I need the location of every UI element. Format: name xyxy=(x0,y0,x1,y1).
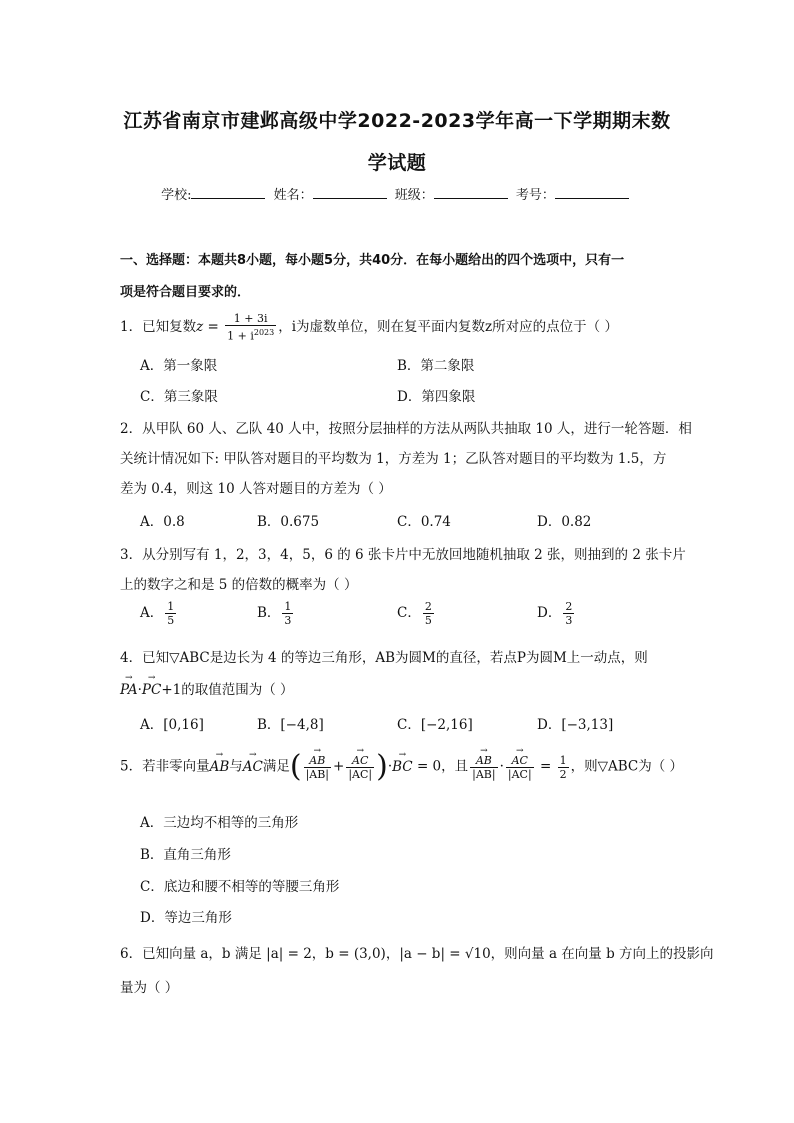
q3-a-num: 1 xyxy=(167,600,175,613)
exam-title-line2: 学试题 xyxy=(367,152,427,174)
q4-vec-pa: → PA xyxy=(120,682,138,698)
q3-a-den: 5 xyxy=(167,614,175,627)
q4-dot: · xyxy=(137,682,142,698)
q3-c-fraction xyxy=(423,600,434,627)
q4-option-b[interactable]: B．[−4,8] xyxy=(257,717,324,733)
q2-line2: 关统计情况如下: 甲队答对题目的平均数为 1，方差为 1；乙队答对题目的平均数为 1.5，方 xyxy=(120,451,667,467)
exam-no-label: 考号： xyxy=(515,188,555,203)
q1-option-c[interactable]: C．第三象限 xyxy=(140,389,218,405)
q1-suffix: ，i为虚数单位，则在复平面内复数z所对应的点位于（ ） xyxy=(278,318,618,335)
q5-frac-ac-den: |AC| xyxy=(348,767,373,781)
q6-line2: 量为（ ） xyxy=(120,980,179,996)
q2-option-c[interactable]: C．0.74 xyxy=(397,514,451,530)
q5-cond: 满足 xyxy=(262,758,290,775)
q5-option-b[interactable]: B．直角三角形 xyxy=(140,847,231,863)
exam-title-line1: 江苏省南京市建邺高级中学2022-2023学年高一下学期期末数 xyxy=(123,110,671,132)
q3-option-d[interactable] xyxy=(537,600,576,627)
q5-frac-ab-2 xyxy=(470,754,497,781)
q5-and: 与 xyxy=(229,758,243,775)
q2-option-b[interactable]: B．0.675 xyxy=(257,514,320,530)
q5-dot-2: · xyxy=(499,758,504,775)
q2-option-d[interactable]: D．0.82 xyxy=(537,514,592,530)
q3-line2: 上的数字之和是 5 的倍数的概率为（ ） xyxy=(120,577,358,593)
q1-num: 1 + 3i xyxy=(225,312,276,326)
q3-d-label: D． xyxy=(537,605,562,621)
q4-line1: 4．已知▽ABC是边长为 4 的等边三角形，AB为圆M的直径，若点P为圆M上一动点，则 xyxy=(120,650,648,666)
section-heading-line1: 一、选择题：本题共8小题，每小题5分，共40分．在每小题给出的四个选项中，只有一 xyxy=(120,253,625,268)
q4-option-d[interactable]: D．[−3,13] xyxy=(537,717,614,733)
q1-fraction xyxy=(225,312,276,343)
q2-line3: 差为 0.4，则这 10 人答对题目的方差为（ ） xyxy=(120,481,392,497)
q3-a-fraction xyxy=(165,600,176,627)
q5-frac-ac-2 xyxy=(506,754,534,781)
name-label: 姓名： xyxy=(273,188,313,203)
section-heading-line2: 项是符合题目要求的． xyxy=(120,285,251,300)
q4-option-a[interactable]: A．[0,16] xyxy=(140,717,204,733)
q5-frac-ac-num: → AC xyxy=(346,754,374,768)
q5-frac-ab xyxy=(304,754,331,781)
q3-c-den: 5 xyxy=(424,614,432,627)
school-blank[interactable] xyxy=(191,186,265,199)
q5-option-c[interactable]: C．底边和腰不相等的等腰三角形 xyxy=(140,879,340,895)
q5-frac-ac xyxy=(346,754,374,781)
q5-frac-half xyxy=(558,754,569,781)
q5-frac-ac2-den: |AC| xyxy=(507,767,532,781)
q5-frac-ab-den: |AB| xyxy=(305,767,330,781)
q1-den xyxy=(225,326,276,343)
q5-prefix: 5．若非零向量 xyxy=(120,758,210,775)
q3-c-num: 2 xyxy=(424,600,432,613)
q5-vec-bc: → BC xyxy=(392,759,413,775)
q3-c-label: C． xyxy=(397,605,421,621)
q5-plus: + xyxy=(333,758,345,775)
school-label: 学校: xyxy=(161,188,192,203)
q5-half-num: 1 xyxy=(559,753,567,767)
q1-den-base: 1 + i xyxy=(227,329,254,343)
q5-frac-ab2-den: |AB| xyxy=(472,767,496,781)
q3-d-den: 3 xyxy=(565,614,573,627)
q5-eq0: = 0，且 xyxy=(412,758,469,775)
q1-den-exp: 2023 xyxy=(253,328,275,337)
q2-line1: 2．从甲队 60 人、乙队 40 人中，按照分层抽样的方法从两队共抽取 10 人，进行一轮答题．相 xyxy=(120,421,692,437)
q4-option-c[interactable]: C．[−2,16] xyxy=(397,717,473,733)
q5-paren-close: ) xyxy=(376,749,388,784)
question-1 xyxy=(120,312,618,343)
q3-d-num: 2 xyxy=(565,600,573,613)
q2-option-a[interactable]: A．0.8 xyxy=(140,514,185,530)
class-blank[interactable] xyxy=(434,186,508,199)
q3-line1: 3．从分别写有 1，2，3，4，5，6 的 6 张卡片中无放回地随机抽取 2 张，则抽到的 2 张卡片 xyxy=(120,547,686,563)
exam-no-blank[interactable] xyxy=(555,186,629,199)
q1-z: z xyxy=(196,318,204,335)
q3-d-fraction xyxy=(563,600,574,627)
q5-paren-open: ( xyxy=(289,749,302,784)
q3-option-b[interactable] xyxy=(257,600,295,627)
q5-frac-ab-num: → AB xyxy=(304,754,331,768)
q5-half-den: 2 xyxy=(559,767,567,781)
q1-prefix: 1．已知复数 xyxy=(120,318,197,335)
q3-option-a[interactable] xyxy=(140,600,178,627)
q5-eq: = xyxy=(535,758,556,775)
q5-option-d[interactable]: D．等边三角形 xyxy=(140,910,232,926)
q3-option-c[interactable] xyxy=(397,600,436,627)
q4-line2-rest: +1的取值范围为（ ） xyxy=(161,682,294,698)
q1-eq: = xyxy=(203,318,224,335)
q3-b-label: B． xyxy=(257,605,281,621)
q3-b-den: 3 xyxy=(284,614,292,627)
q1-option-b[interactable]: B．第二象限 xyxy=(397,358,475,374)
q5-vec-ab: → AB xyxy=(210,759,230,775)
q3-a-label: A． xyxy=(140,605,164,621)
q5-option-a[interactable]: A．三边均不相等的三角形 xyxy=(140,815,299,831)
q3-b-fraction xyxy=(282,600,293,627)
q6-line1: 6．已知向量 a，b 满足 |a| = 2，b = (3,0)，|a − b| = √10，则向量 a 在向量 b 方向上的投影向 xyxy=(120,946,714,962)
q4-line2 xyxy=(120,678,294,698)
class-label: 班级： xyxy=(394,188,434,203)
q5-frac-ab2-num: → AB xyxy=(470,754,497,768)
q5-frac-ac2-num: → AC xyxy=(506,754,534,768)
name-blank[interactable] xyxy=(313,186,387,199)
question-5 xyxy=(120,749,684,784)
q3-b-num: 1 xyxy=(284,600,292,613)
student-info-row xyxy=(0,184,794,203)
q1-option-a[interactable]: A．第一象限 xyxy=(140,358,218,374)
q5-dot-1: · xyxy=(387,758,393,775)
q4-vec-pc: → PC xyxy=(142,682,161,698)
q5-vec-ac: → AC xyxy=(243,759,263,775)
q5-suffix: ，则▽ABC为（ ） xyxy=(570,758,684,775)
q1-option-d[interactable]: D．第四象限 xyxy=(397,389,476,405)
